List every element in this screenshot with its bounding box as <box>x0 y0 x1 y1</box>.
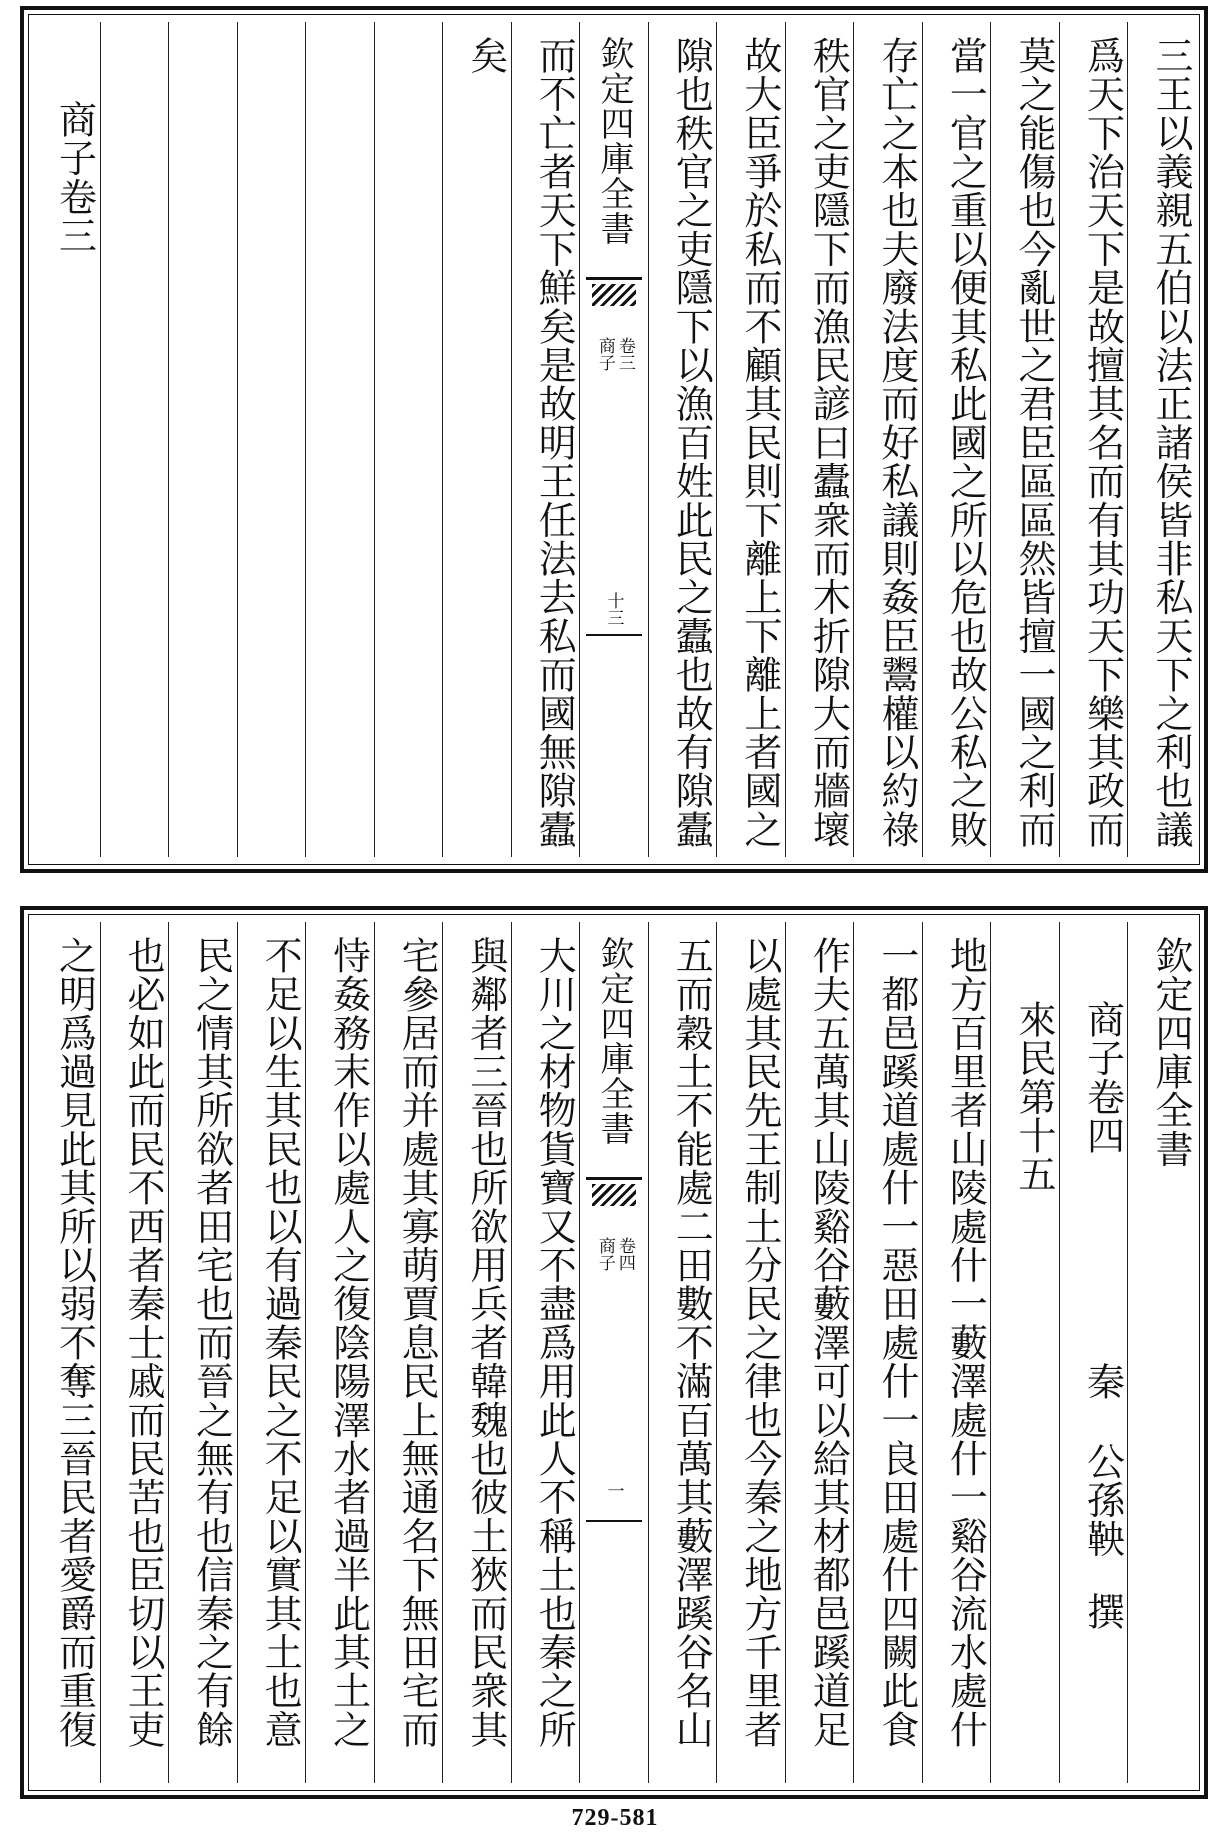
bottom-page <box>20 906 1208 1799</box>
fold-volume: 卷三 <box>614 337 635 371</box>
top-page <box>20 6 1208 873</box>
column-text: 作夫五萬其山陵谿谷藪澤可以給其材都邑蹊道足 <box>806 936 851 1749</box>
empty-column <box>374 22 443 857</box>
text-column <box>374 922 443 1783</box>
column-text: 也必如此而民不西者秦士戚而民苦也臣切以王吏 <box>121 936 166 1749</box>
page-number: 729-581 <box>571 1805 659 1831</box>
column-text: 五而穀土不能處二田數不滿百萬其藪澤蹊谷名山 <box>669 936 714 1749</box>
chapter-column <box>990 922 1059 1783</box>
column-text: 當一官之重以便其私此國之所以危也故公私之敗 <box>943 36 988 849</box>
text-column <box>922 22 991 857</box>
text-column <box>511 22 580 857</box>
text-column <box>785 22 854 857</box>
column-text: 民之情其所欲者田宅也而晉之無有也信秦之有餘 <box>189 936 234 1749</box>
text-column <box>100 922 169 1783</box>
empty-column <box>305 22 374 857</box>
text-column <box>716 922 785 1783</box>
text-column <box>237 922 306 1783</box>
column-text: 爲天下治天下是故擅其名而有其功天下樂其政而 <box>1080 36 1125 849</box>
text-column <box>511 922 580 1783</box>
chapter-title: 來民第十五 <box>1011 1000 1056 1194</box>
volume-title: 商子卷四 <box>1080 1000 1125 1155</box>
empty-column <box>237 22 306 857</box>
fold-rule <box>586 634 642 636</box>
fold-book: 商子 <box>594 337 615 371</box>
collection-header: 欽定四庫全書 <box>1149 936 1193 1169</box>
column-text: 之明爲過見此其所以弱不奪三晉民者愛爵而重復 <box>52 936 97 1749</box>
column-text: 一都邑蹊道處什一惡田處什一良田處什四闕此食 <box>874 936 919 1749</box>
column-text: 不足以生其民也以有過秦民之不足以實其土也意 <box>258 936 303 1749</box>
header-column <box>1127 922 1196 1783</box>
volume-title-column <box>1059 922 1128 1783</box>
column-text: 三王以義親五伯以法正諸侯皆非私天下之利也議 <box>1149 36 1193 849</box>
text-column <box>1127 22 1196 857</box>
fold-leaf-number: 一 <box>603 1482 624 1499</box>
author-dynasty: 秦 <box>1080 1362 1125 1401</box>
text-column <box>305 922 374 1783</box>
fishtail-ornament <box>586 277 642 332</box>
author-name: 公孫鞅 <box>1080 1442 1125 1559</box>
column-text: 以處其民先王制土分民之律也今秦之地方千里者 <box>737 936 782 1749</box>
text-column <box>716 22 785 857</box>
fold-title: 欽定四庫全書 <box>593 936 634 1146</box>
column-text: 故大臣爭於私而不顧其民則下離上下離上者國之 <box>737 36 782 849</box>
empty-column <box>168 22 237 857</box>
text-column <box>853 922 922 1783</box>
empty-column <box>100 22 169 857</box>
column-text: 秩官之吏隱下而漁民諺曰蠹衆而木折隙大而牆壞 <box>806 36 851 849</box>
fold-volume: 卷四 <box>614 1237 635 1271</box>
center-fold <box>579 22 648 857</box>
column-text: 隙也秩官之吏隱下以漁百姓此民之蠹也故有隙蠹 <box>669 36 714 849</box>
column-text: 地方百里者山陵處什一藪澤處什一谿谷流水處什 <box>943 936 988 1749</box>
text-column <box>648 922 717 1783</box>
fold-leaf-number: 十三 <box>603 592 624 626</box>
text-column <box>442 922 511 1783</box>
text-column <box>1059 22 1128 857</box>
text-column <box>853 22 922 857</box>
fishtail-ornament <box>586 1177 642 1232</box>
column-text: 而不亡者天下鮮矣是故明王任法去私而國無隙蠹 <box>532 36 577 849</box>
text-column <box>168 922 237 1783</box>
text-column <box>922 922 991 1783</box>
text-column <box>990 22 1059 857</box>
column-text: 恃姦務末作以處人之復陰陽澤水者過半此其土之 <box>326 936 371 1749</box>
volume-end-title: 商子卷三 <box>52 100 97 255</box>
column-text: 大川之材物貨寶又不盡爲用此人不稱土也秦之所 <box>532 936 577 1749</box>
volume-end-column <box>32 22 100 857</box>
center-fold <box>579 922 648 1783</box>
text-column <box>648 22 717 857</box>
text-column <box>442 22 511 857</box>
text-column <box>785 922 854 1783</box>
fold-rule <box>586 1520 642 1522</box>
column-text: 矣 <box>463 36 508 75</box>
fold-title: 欽定四庫全書 <box>593 36 634 246</box>
text-column <box>32 922 100 1783</box>
fold-book: 商子 <box>594 1237 615 1271</box>
column-text: 莫之能傷也今亂世之君臣區區然皆擅一國之利而 <box>1011 36 1056 849</box>
column-text: 與鄰者三晉也所欲用兵者韓魏也彼土狹而民衆其 <box>463 936 508 1749</box>
column-text: 宅參居而并處其寡萌賈息民上無通名下無田宅而 <box>395 936 440 1749</box>
author-role: 撰 <box>1080 1592 1125 1631</box>
column-text: 存亡之本也夫廢法度而好私議則姦臣鬻權以約祿 <box>874 36 919 849</box>
